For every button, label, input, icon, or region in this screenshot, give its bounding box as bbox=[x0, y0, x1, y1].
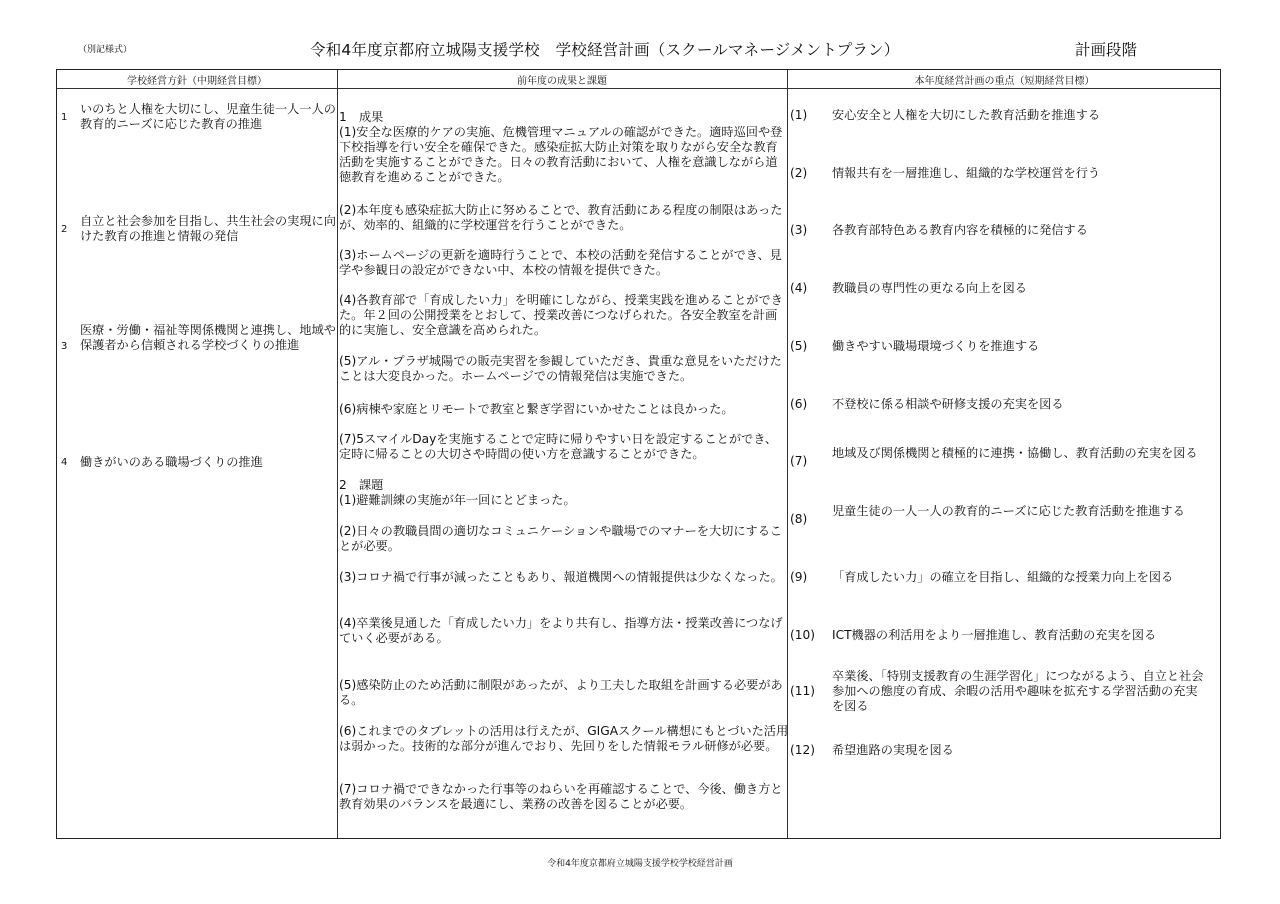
goal-text: 不登校に係る相談や研修支援の充実を図る bbox=[832, 397, 1064, 411]
issue-item: (2)日々の教職員間の適切なコミュニケーションや職場でのマナーを大切にすることが必要。 bbox=[339, 524, 783, 553]
issues-heading: 2 課題 bbox=[339, 478, 384, 492]
results-heading: 1 成果 bbox=[339, 110, 384, 124]
goal-text: 「育成したい力」の確立を目指し、組織的な授業力向上を図る bbox=[832, 570, 1174, 584]
goal-number: (7) bbox=[790, 454, 808, 468]
header-note: （別記様式） bbox=[78, 45, 133, 55]
result-item: (2)本年度も感染症拡大防止に努めることで、教育活動にある程度の制限はあったが、効率的、組織的に学校運営を行うことができた。 bbox=[339, 203, 783, 232]
goal-text: 児童生徒の一人一人の教育的ニーズに応じた教育活動を推進する bbox=[832, 504, 1185, 518]
goal-number: (11) bbox=[790, 684, 816, 698]
goal-number: (10) bbox=[790, 628, 816, 642]
result-item: (7)5スマイルDayを実施することで定時に帰りやすい日を設定することができ、定時に帰ることの大切さや時間の使い方を意識することができた。 bbox=[339, 432, 778, 461]
column-header-left: 学校経営方針（中期経営目標） bbox=[127, 76, 267, 87]
issue-item: (5)感染防止のため活動に制限があったが、より工夫した取組を計画する必要がある。 bbox=[339, 678, 783, 707]
header-divider bbox=[57, 88, 1220, 89]
goal-number: (6) bbox=[790, 397, 808, 411]
result-item: (3)ホームページの更新を適時行うことで、本校の活動を発信することができ、見学や参観日の設定ができない中、本校の情報を提供できた。 bbox=[339, 248, 782, 277]
goal-text: 希望進路の実現を図る bbox=[832, 743, 954, 757]
goal-number: (4) bbox=[790, 281, 808, 295]
goal-text: ICT機器の利活用をより一層推進し、教育活動の充実を図る bbox=[832, 628, 1157, 642]
goal-number: (5) bbox=[790, 339, 808, 353]
goal-number: (2) bbox=[790, 166, 808, 180]
issue-item: (3)コロナ禍で行事が減ったこともあり、報道機関への情報提供は少なくなった。 bbox=[339, 570, 783, 584]
goal-text: 医療・労働・福祉等関係機関と連携し、地域や保護者から信頼される学校づくりの推進 bbox=[80, 323, 336, 352]
result-item: (1)安全な医療的ケアの実施、危機管理マニュアルの確認ができた。適時巡回や登下校指導を行い安全を確保できた。感染症拡大防止対策を取りながら安全な教育活動を実施することができた。日々の教育活動において、人権を意識しながら道徳教育を進めることができた。 bbox=[339, 125, 783, 184]
issue-item: (4)卒業後見通した「育成したい力」をより共有し、指導方法・授業改善につなげ ていく必要がある。 bbox=[339, 616, 783, 645]
page-footer: 令和4年度京都府立城陽支援学校学校経営計画 bbox=[547, 859, 733, 869]
goal-text: 自立と社会参加を目指し、共生社会の実現に向けた教育の推進と情報の発信 bbox=[80, 214, 336, 243]
column-divider-1 bbox=[337, 70, 338, 838]
goal-text: 働きやすい職場環境づくりを推進する bbox=[832, 339, 1040, 353]
goal-text: 情報共有を一層推進し、組織的な学校運営を行う bbox=[832, 166, 1101, 180]
goal-number: (12) bbox=[790, 743, 816, 757]
goal-text: 教職員の専門性の更なる向上を図る bbox=[832, 281, 1027, 295]
goal-text: いのちと人権を大切にし、児童生徒一人一人の教育的ニーズに応じた教育の推進 bbox=[80, 102, 336, 131]
plan-stage-label: 計画段階 bbox=[1075, 41, 1138, 59]
result-item: (5)アル・プラザ城陽での販売実習を参観していただき、貴重な意見をいただけたことは大変良かった。ホームページでの情報発信は実施できた。 bbox=[339, 354, 782, 383]
goal-number: (9) bbox=[790, 570, 808, 584]
issue-item: (1)避難訓練の実施が年一回にとどまった。 bbox=[339, 493, 576, 507]
column-header-right: 本年度経営計画の重点（短期経営目標） bbox=[914, 76, 1095, 87]
goal-text: 働きがいのある職場づくりの推進 bbox=[80, 455, 263, 469]
page-title: 令和4年度京都府立城陽支援学校 学校経営計画（スクールマネージメントプラン） bbox=[310, 41, 900, 59]
goal-text: 安心安全と人権を大切にした教育活動を推進する bbox=[832, 108, 1101, 122]
plan-table bbox=[56, 69, 1221, 839]
column-header-middle: 前年度の成果と課題 bbox=[517, 76, 607, 87]
goal-number: 1 bbox=[61, 112, 68, 123]
goal-text: 卒業後、「特別支援教育の生涯学習化」につながるよう、自立と社会参加への態度の育成、余暇の活用や趣味を拡充する学習活動の充実を図る bbox=[832, 669, 1204, 713]
goal-number: 3 bbox=[61, 341, 68, 352]
goal-number: (1) bbox=[790, 108, 808, 122]
goal-number: 4 bbox=[61, 457, 68, 468]
goal-number: 2 bbox=[61, 224, 68, 235]
issue-item: (7)コロナ禍でできなかった行事等のねらいを再確認することで、今後、働き方と教育効果のバランスを最適にし、業務の改善を図ることが必要。 bbox=[339, 782, 783, 811]
issue-item: (6)これまでのタブレットの活用は行えたが、GIGAスクール構想にもとづいた活用は弱かった。技術的な部分が進んでおり、先回りをした情報モラル研修が必要。 bbox=[339, 724, 789, 753]
goal-number: (3) bbox=[790, 223, 808, 237]
result-item: (6)病棟や家庭とリモートで教室と繋ぎ学習にいかせたことは良かった。 bbox=[339, 402, 734, 416]
goal-text: 各教育部特色ある教育内容を積極的に発信する bbox=[832, 223, 1088, 237]
result-item: (4)各教育部で「育成したい力」を明確にしながら、授業実践を進めることができた。年２回の公開授業をとおして、授業改善につなげられた。各安全教室を計画的に実施し、安全意識を高められた。 bbox=[339, 293, 783, 337]
goal-text: 地域及び関係機関と積極的に連携・協働し、教育活動の充実を図る bbox=[832, 446, 1198, 460]
goal-number: (8) bbox=[790, 512, 808, 526]
